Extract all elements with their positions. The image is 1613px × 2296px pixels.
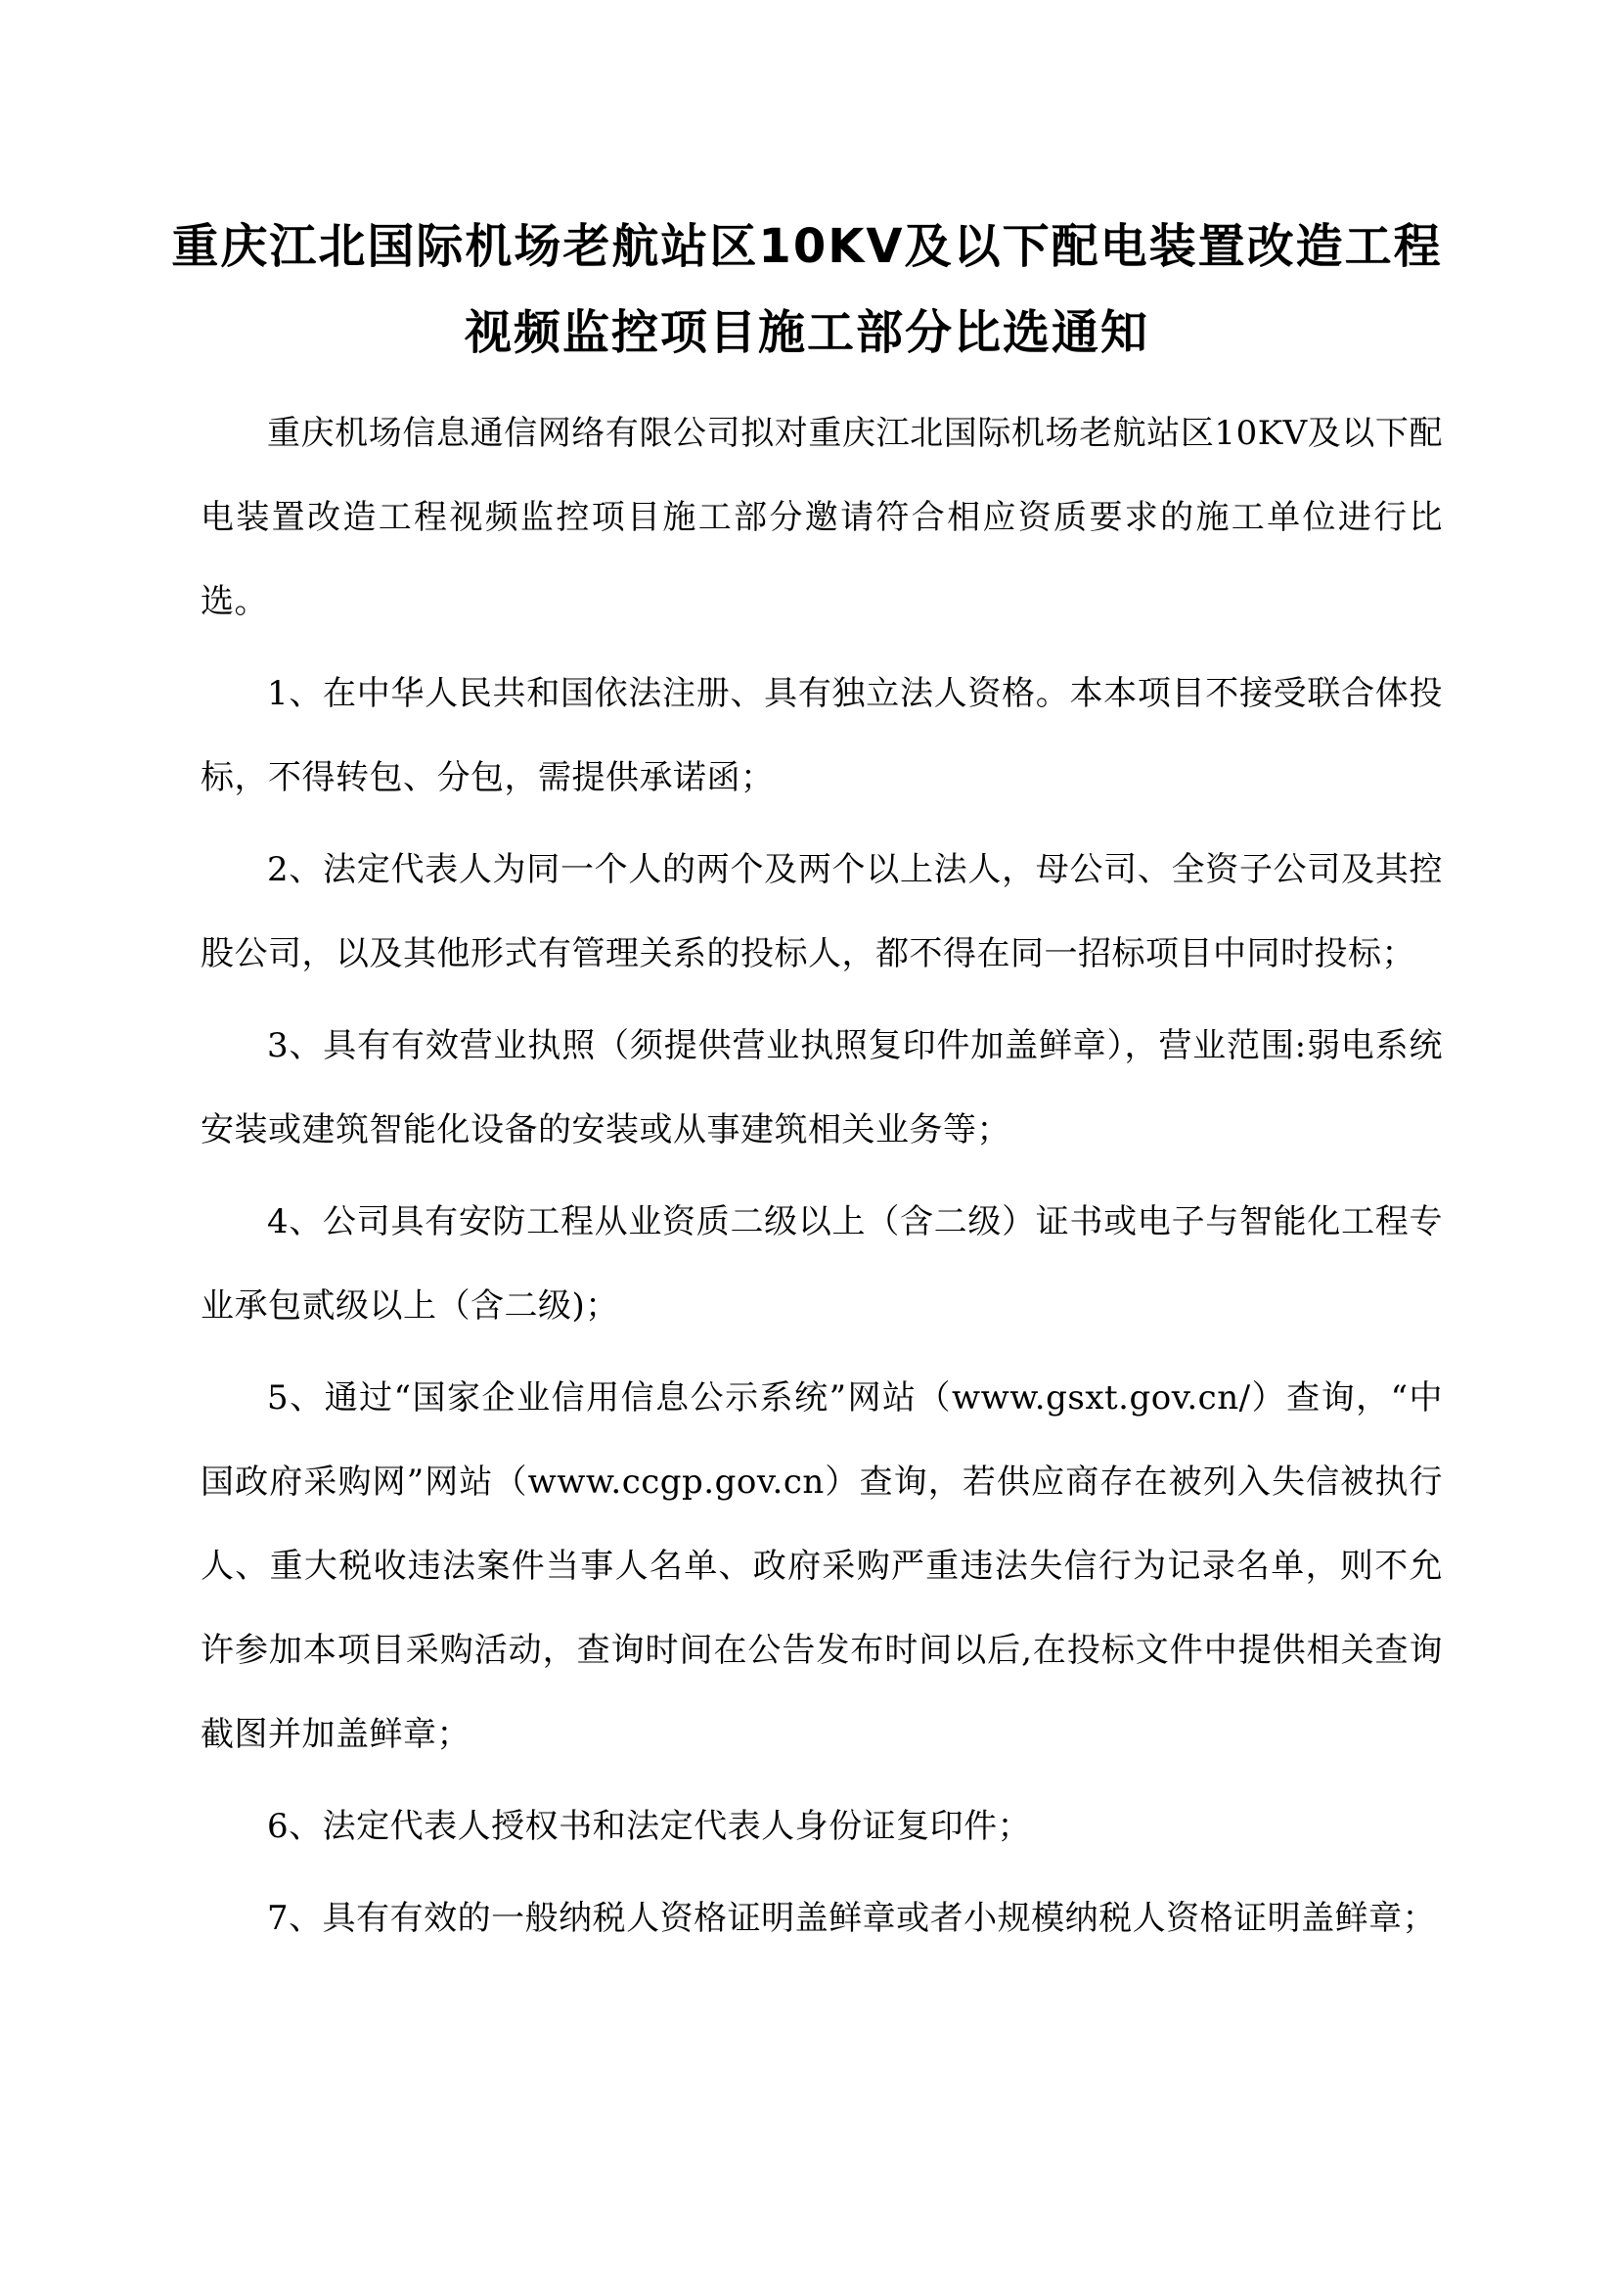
- intro-paragraph: 重庆机场信息通信网络有限公司拟对重庆江北国际机场老航站区10KV及以下配电装置改造工程视频监控项目施工部分邀请符合相应资质要求的施工单位进行比选。: [201, 414, 1443, 621]
- requirement-item-6: 6、法定代表人授权书和法定代表人身份证复印件；: [267, 1807, 1032, 1846]
- requirement-item-4: 4、公司具有安防工程从业资质二级以上（含二级）证书或电子与智能化工程专业承包贰级以上（含二级)；: [201, 1202, 1443, 1326]
- document-body: [201, 391, 1443, 1968]
- requirement-item-5: 5、通过“国家企业信用信息公示系统”网站（www.gsxt.gov.cn/）查询，“中国政府采购网”网站（www.ccgp.gov.cn）查询，若供应商存在被列入失信被执行人、重大税收违法案件当事人名单、政府采购严重违法失信行为记录名单，则不允许参加本项目采购活动，查询时间在公告发布时间以后,在投标文件中提供相关查询截图并加盖鲜章；: [201, 1378, 1443, 1754]
- requirement-item-1: 1、在中华人民共和国依法注册、具有独立法人资格。本本项目不接受联合体投标，不得转包、分包，需提供承诺函；: [201, 674, 1443, 797]
- document-title-line-1: 重庆江北国际机场老航站区10KV及以下配电装置改造工程: [171, 219, 1443, 274]
- requirement-item-2: 2、法定代表人为同一个人的两个及两个以上法人，母公司、全资子公司及其控股公司，以及其他形式有管理关系的投标人，都不得在同一招标项目中同时投标；: [201, 850, 1443, 973]
- document-title-line-2: 视频监控项目施工部分比选通知: [464, 305, 1149, 360]
- requirement-item-7: 7、具有有效的一般纳税人资格证明盖鲜章或者小规模纳税人资格证明盖鲜章；: [267, 1899, 1437, 1938]
- requirement-item-3: 3、具有有效营业执照（须提供营业执照复印件加盖鲜章），营业范围:弱电系统安装或建筑智能化设备的安装或从事建筑相关业务等；: [201, 1026, 1443, 1149]
